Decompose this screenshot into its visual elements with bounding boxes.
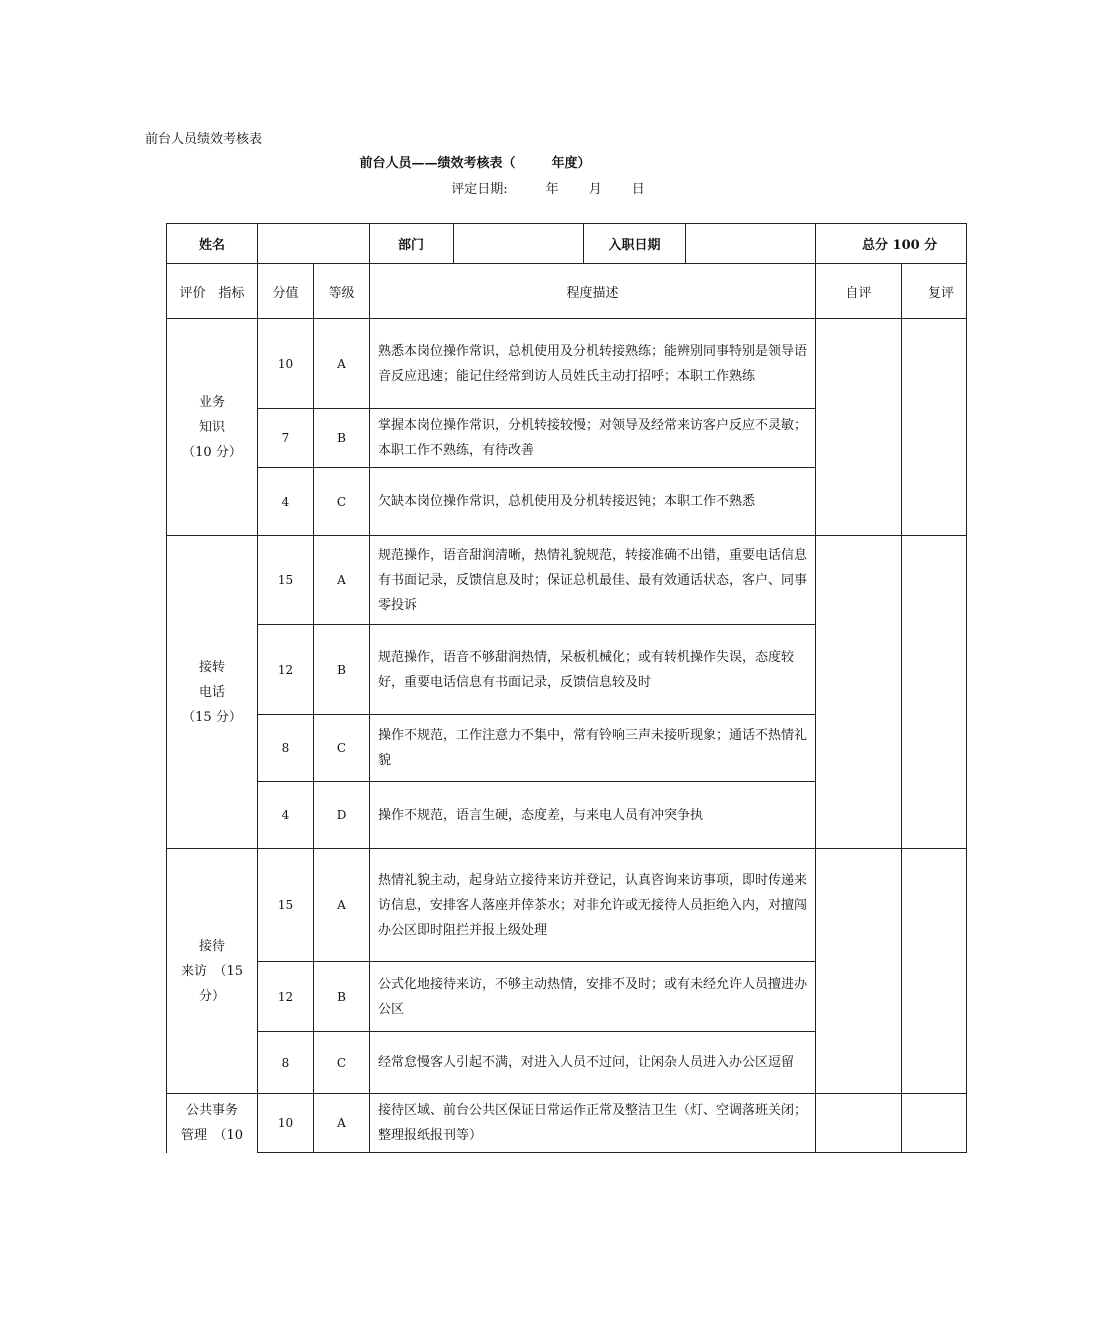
score-cell: 7 [258,409,314,468]
grade-cell: D [314,782,370,849]
evaluation-date-year: 年 [545,182,559,197]
grade-cell: C [314,1032,370,1094]
description-cell: 经常怠慢客人引起不满，对进入人员不过问，让闲杂人员进入办公区逗留 [370,1032,816,1094]
description-cell: 接待区域、前台公共区保证日常运作正常及整洁卫生（灯、空调落班关闭；整理报纸报刊等） [370,1094,816,1153]
review-cell[interactable] [902,849,967,1094]
description-cell: 规范操作，语音甜润清晰，热情礼貌规范，转接准确不出错，重要电话信息有书面记录，反馈信息及时；保证总机最佳、最有效通话状态，客户、同事零投诉 [370,536,816,625]
grade-cell: C [314,715,370,782]
form-title-main: 前台人员——绩效考核表（ [359,156,516,171]
description-cell: 规范操作，语音不够甜润热情，呆板机械化；或有转机操作失误，态度较好，重要电话信息有书面记录，反馈信息较及时 [370,625,816,715]
score-cell: 8 [258,1032,314,1094]
table-row [167,1094,967,1153]
form-title [0,152,950,171]
review-cell[interactable] [902,319,967,536]
performance-table [166,223,967,1153]
review-cell[interactable] [902,1094,967,1153]
grade-cell: C [314,468,370,536]
category-business-knowledge: 业务 知识 （10 分） [167,319,258,536]
grade-cell: B [314,409,370,468]
table-row [167,536,967,625]
category-public-affairs: 公共事务 管理 （10 [167,1094,258,1153]
score-cell: 8 [258,715,314,782]
grade-cell: B [314,962,370,1032]
grade-cell: A [314,849,370,962]
col-score: 分值 [258,264,314,319]
description-cell: 熟悉本岗位操作常识，总机使用及分机转接熟练；能辨别同事特别是领导语音反应迅速；能记住经常到访人员姓氏主动打招呼；本职工作熟练 [370,319,816,409]
evaluation-date [0,178,1096,197]
table-row [167,849,967,962]
category-reception-visitors: 接待 来访 （15 分） [167,849,258,1094]
col-description: 程度描述 [370,264,816,319]
form-title-year: 年度） [551,156,591,171]
description-cell: 操作不规范，工作注意力不集中，常有铃响三声未接听现象；通话不热情礼貌 [370,715,816,782]
description-cell: 热情礼貌主动，起身站立接待来访并登记，认真咨询来访事项，即时传递来访信息，安排客人落座并倖茶水；对非允许或无接待人员拒绝入内，对擅闯办公区即时阻拦并报上级处理 [370,849,816,962]
join-date-label: 入职日期 [584,224,686,264]
score-cell: 12 [258,625,314,715]
self-eval-cell[interactable] [816,1094,902,1153]
description-cell: 掌握本岗位操作常识，分机转接较慢；对领导及经常来访客户反应不灵敏；本职工作不熟练，有待改善 [370,409,816,468]
score-cell: 4 [258,782,314,849]
department-label: 部门 [370,224,454,264]
name-field[interactable] [258,224,370,264]
col-self-eval: 自评 [816,264,902,319]
total-score-label: 总分 100 分 [816,224,967,264]
score-cell: 12 [258,962,314,1032]
score-cell: 10 [258,1094,314,1153]
document-label: 前台人员绩效考核表 [145,132,263,147]
grade-cell: A [314,1094,370,1153]
category-phone-transfer: 接转 电话 （15 分） [167,536,258,849]
department-field[interactable] [454,224,584,264]
self-eval-cell[interactable] [816,849,902,1094]
description-cell: 欠缺本岗位操作常识，总机使用及分机转接迟钝；本职工作不熟悉 [370,468,816,536]
col-indicator: 评价 指标 [167,264,258,319]
score-cell: 15 [258,849,314,962]
grade-cell: B [314,625,370,715]
evaluation-date-month: 月 [588,182,602,197]
column-header-row [167,264,967,319]
score-cell: 15 [258,536,314,625]
self-eval-cell[interactable] [816,319,902,536]
col-review: 复评 [902,264,967,319]
table-row [167,319,967,409]
evaluation-date-label: 评定日期: [451,182,508,197]
info-row [167,224,967,264]
col-grade: 等级 [314,264,370,319]
review-cell[interactable] [902,536,967,849]
evaluation-date-day: 日 [631,182,645,197]
description-cell: 公式化地接待来访，不够主动热情，安排不及时；或有未经允许人员擅进办公区 [370,962,816,1032]
grade-cell: A [314,536,370,625]
score-cell: 4 [258,468,314,536]
join-date-field[interactable] [686,224,816,264]
grade-cell: A [314,319,370,409]
name-label: 姓名 [167,224,258,264]
description-cell: 操作不规范，语言生硬，态度差，与来电人员有冲突争执 [370,782,816,849]
self-eval-cell[interactable] [816,536,902,849]
score-cell: 10 [258,319,314,409]
